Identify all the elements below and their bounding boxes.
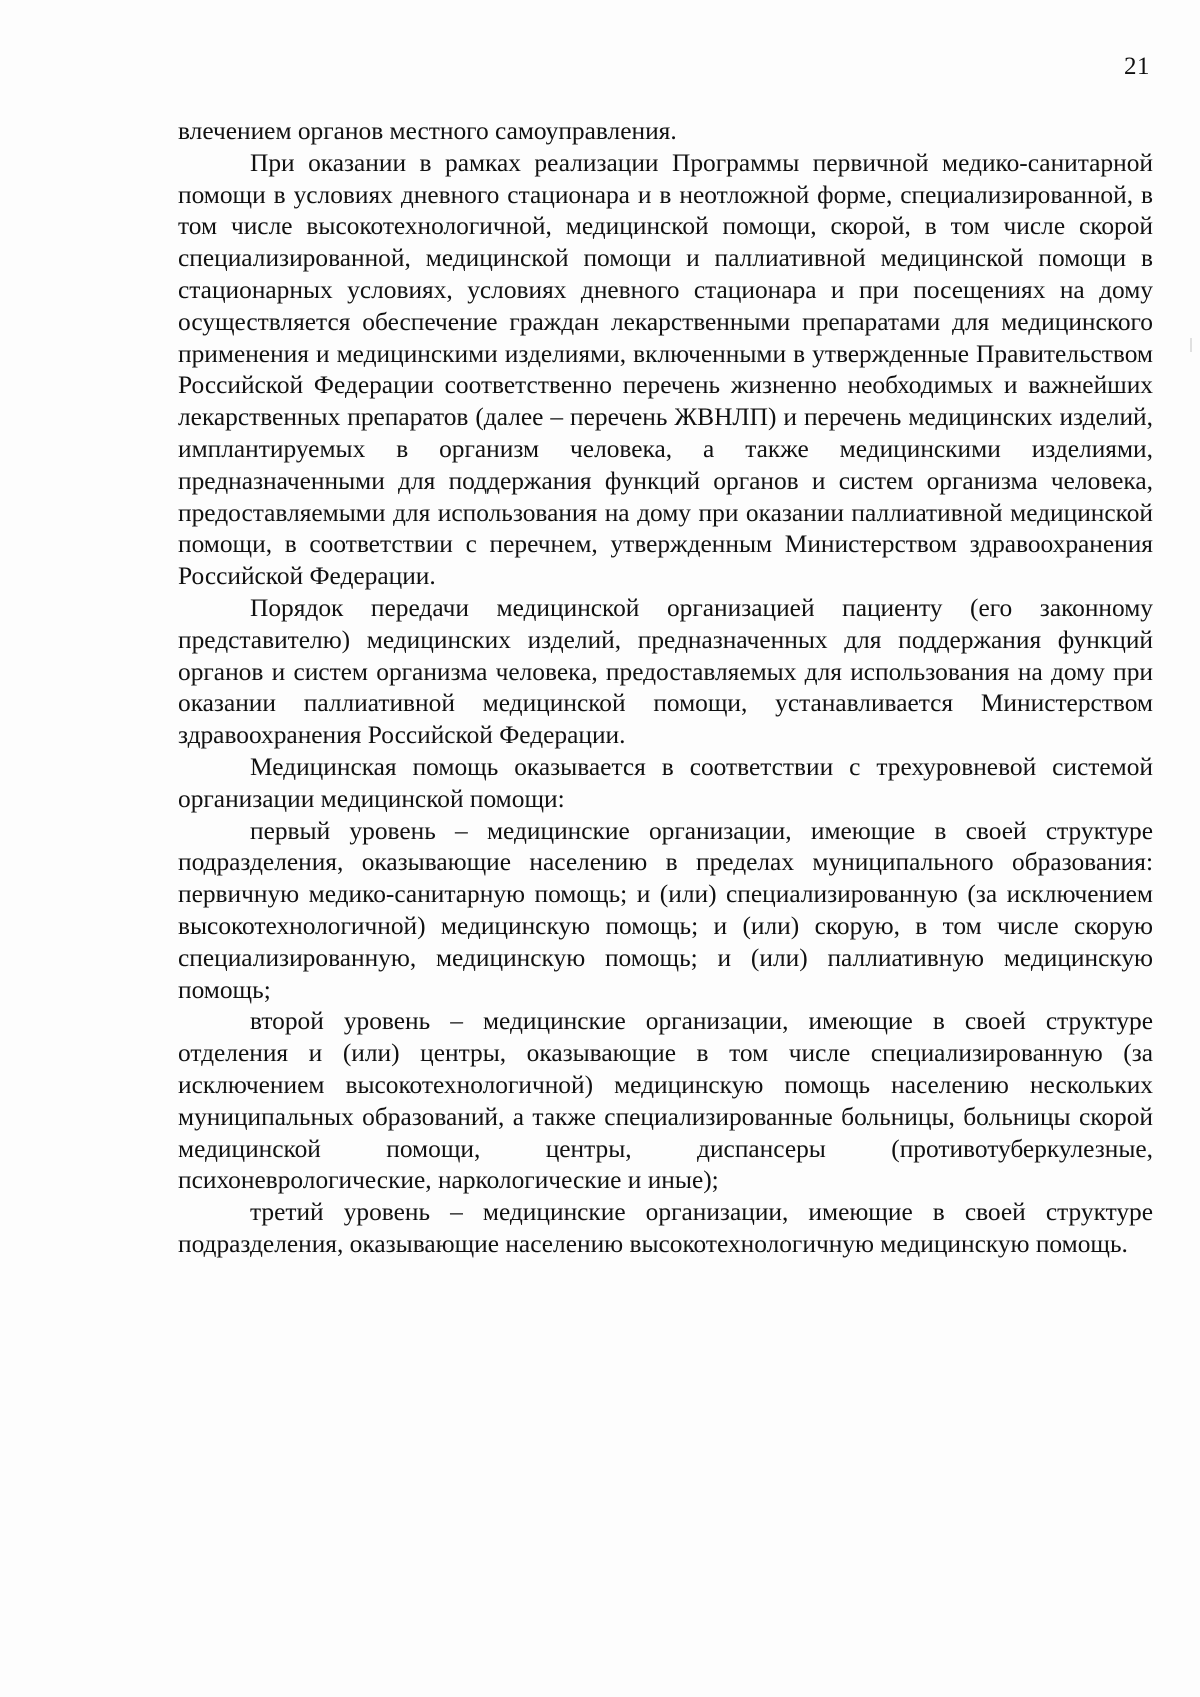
paragraph-third-level: третий уровень – медицинские организации, имеющие в своей структуре подразделения, оказывающие населению высокотехнологичную медицинскую помощь. (178, 1198, 1153, 1258)
scan-artifact (1190, 338, 1192, 352)
paragraph-device-transfer-procedure: Порядок передачи медицинской организацией пациенту (его законному представителю) медицинских изделий, предназначенных для поддержания функций органов и систем организма человека, предоставляемых для использования на дому при оказании паллиативной медицинской помощи, устанавливается Министерством здравоохранения Российской Федерации. (178, 593, 1153, 750)
body-text (178, 116, 1153, 1261)
paragraph-medications-provision: При оказании в рамках реализации Программы первичной медико-санитарной помощи в условиях дневного стационара и в неотложной форме, специализированной, в том числе высокотехнологичной, медицинской помощи, скорой, в том числе скорой специализированной, медицинской помощи и паллиативной медицинской помощи в стационарных условиях, условиях дневного стационара и при посещениях на дому осуществляется обеспечение граждан лекарственными препаратами для медицинского применения и медицинскими изделиями, включенными в утвержденные Правительством Российской Федерации соответственно перечень жизненно необходимых и важнейших лекарственных препаратов (далее – перечень ЖВНЛП) и перечень медицинских изделий, имплантируемых в организм человека, а также медицинскими изделиями, предназначенными для поддержания функций органов и систем организма человека, предоставляемыми для использования на дому при оказании паллиативной медицинской помощи, в соответствии с перечнем, утвержденным Министерством здравоохранения Российской Федерации. (178, 148, 1153, 591)
paragraph-continuation: влечением органов местного самоуправления. (178, 117, 677, 145)
paragraph-three-level-system: Медицинская помощь оказывается в соответствии с трехуровневой системой организации медицинской помощи: (178, 752, 1153, 813)
paragraph-first-level: первый уровень – медицинские организации, имеющие в своей структуре подразделения, оказывающие населению в пределах муниципального образования: первичную медико-санитарную помощь; и (или) специализированную (за исключением высокотехнологичной) медицинскую помощь; и (или) скорую, в том числе скорую специализированную, медицинскую помощь; и (или) паллиативную медицинскую помощь; (178, 816, 1153, 1004)
paragraph-second-level: второй уровень – медицинские организации, имеющие в своей структуре отделения и (или) центры, оказывающие в том числе специализированную (за исключением высокотехнологичной) медицинскую помощь населению нескольких муниципальных образований, а также специализированные больницы, больницы скорой медицинской помощи, центры, диспансеры (противотуберкулезные, психоневрологические, наркологические и иные); (178, 1007, 1153, 1195)
page-number: 21 (1124, 53, 1150, 80)
